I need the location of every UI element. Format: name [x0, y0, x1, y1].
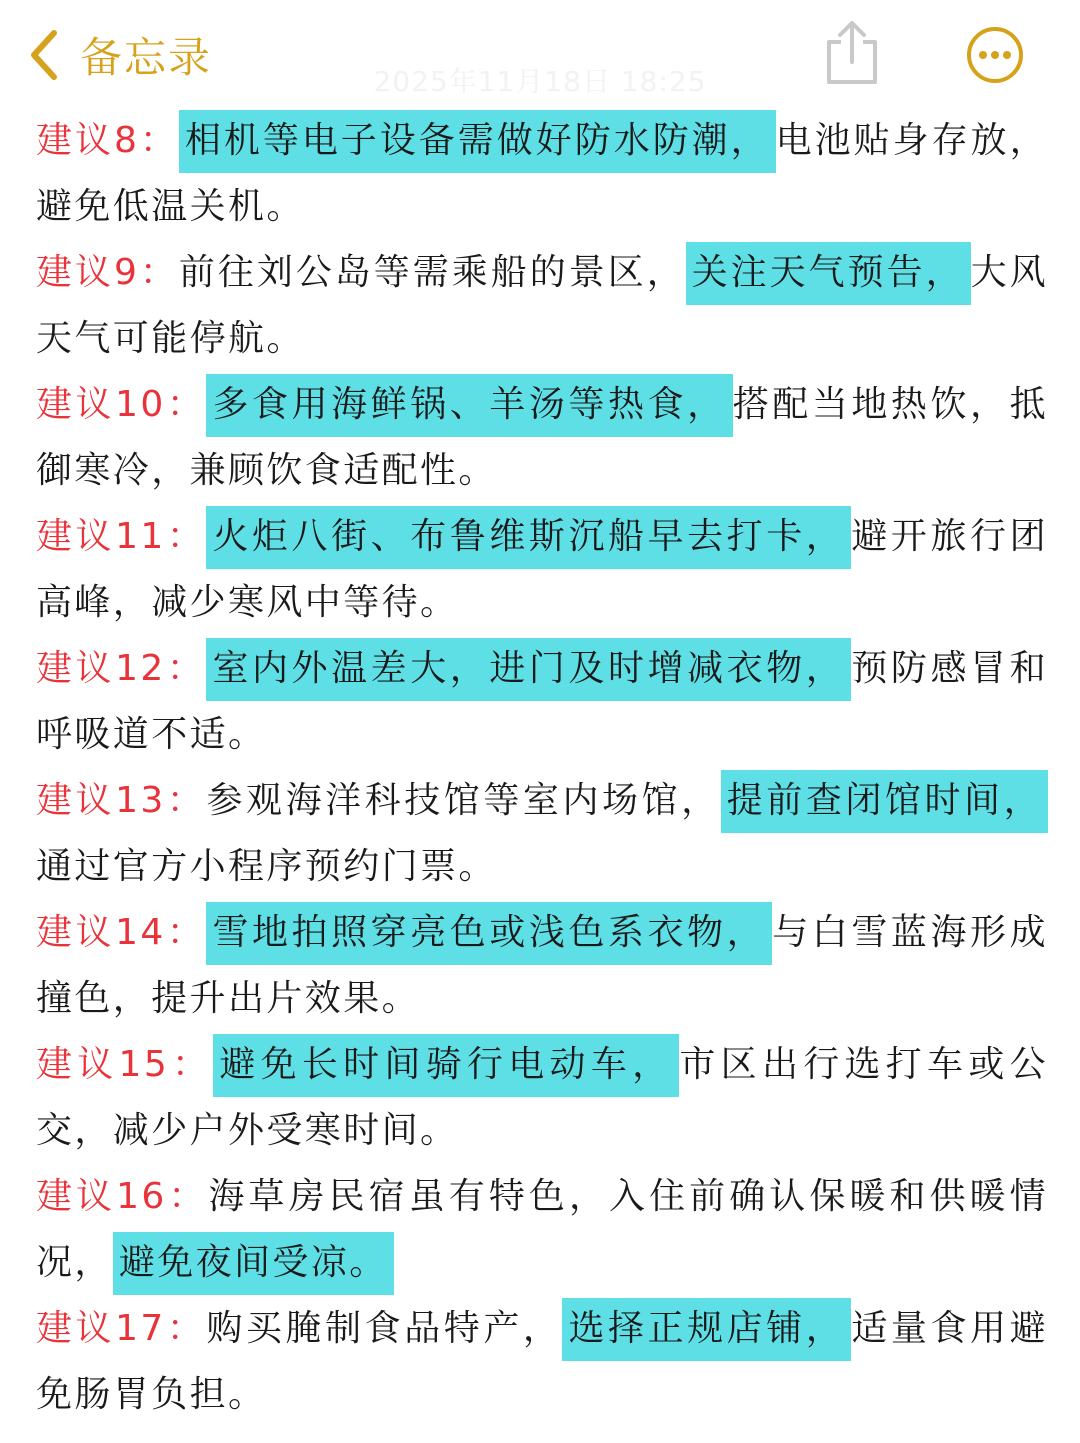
tip-highlight: 室内外温差大，进门及时增减衣物， [206, 638, 851, 701]
tip-highlight: 提前查闭馆时间， [721, 770, 1048, 833]
tip-text: 参观海洋科技馆等室内场馆， [206, 780, 721, 821]
tip-label: 建议15： [36, 1044, 214, 1085]
tip-label: 建议8： [36, 120, 179, 161]
tip-10 [36, 372, 1048, 504]
tip-8 [36, 108, 1048, 240]
tip-text: 前往刘公岛等需乘船的景区， [178, 252, 686, 293]
tip-17 [36, 1296, 1048, 1428]
tip-highlight: 选择正规店铺， [562, 1298, 851, 1361]
tip-text: 海草房民宿虽有特色，入住前确认保暖和供暖情况， [36, 1176, 1049, 1283]
tip-text: 避开旅行团高峰，减少寒风中等待。 [36, 516, 1048, 623]
tip-highlight: 多食用海鲜锅、羊汤等热食， [206, 374, 732, 437]
tip-label: 建议16： [36, 1176, 209, 1217]
tip-15 [36, 1032, 1048, 1164]
tip-label: 建议17： [36, 1308, 207, 1349]
back-label: 备忘录 [80, 33, 213, 82]
tip-text: 市区出行选打车或公交，减少户外受寒时间。 [36, 1044, 1049, 1151]
tip-14 [36, 900, 1048, 1032]
tip-label: 建议9： [36, 252, 179, 293]
tip-highlight: 关注天气预告， [686, 242, 971, 305]
tip-text: 适量食用避免肠胃负担。 [36, 1308, 1048, 1415]
tip-label: 建议11： [36, 516, 207, 557]
tip-text: 搭配当地热饮，抵御寒冷，兼顾饮食适配性。 [36, 384, 1049, 491]
tip-highlight: 避免夜间受凉。 [113, 1232, 394, 1295]
tip-label: 建议13： [36, 780, 207, 821]
tip-12 [36, 636, 1048, 768]
tip-text: 电池贴身存放，避免低温关机。 [36, 120, 1048, 227]
faded-date: 2025年11月18日 18:25 [373, 65, 707, 98]
tip-label: 建议14： [36, 912, 207, 953]
tip-highlight: 避免长时间骑行电动车， [213, 1034, 679, 1097]
tip-9 [36, 240, 1048, 372]
tip-text: 预防感冒和呼吸道不适。 [36, 648, 1048, 755]
tip-text: 购买腌制食品特产， [206, 1308, 563, 1349]
tip-label: 建议10： [36, 384, 207, 425]
note-body[interactable] [36, 108, 1048, 1428]
tip-label: 建议12： [36, 648, 207, 689]
tip-text: 通过官方小程序预约门票。 [36, 846, 497, 887]
tip-text: 与白雪蓝海形成撞色，提升出片效果。 [36, 912, 1048, 1019]
tip-11 [36, 504, 1048, 636]
tip-highlight: 雪地拍照穿亮色或浅色系衣物， [206, 902, 772, 965]
tip-highlight: 相机等电子设备需做好防水防潮， [179, 110, 776, 173]
navigation-bar [0, 0, 1080, 110]
tip-text: 大风天气可能停航。 [36, 252, 1048, 359]
tip-13 [36, 768, 1048, 900]
tip-highlight: 火炬八街、布鲁维斯沉船早去打卡， [206, 506, 851, 569]
tip-16 [36, 1164, 1048, 1296]
